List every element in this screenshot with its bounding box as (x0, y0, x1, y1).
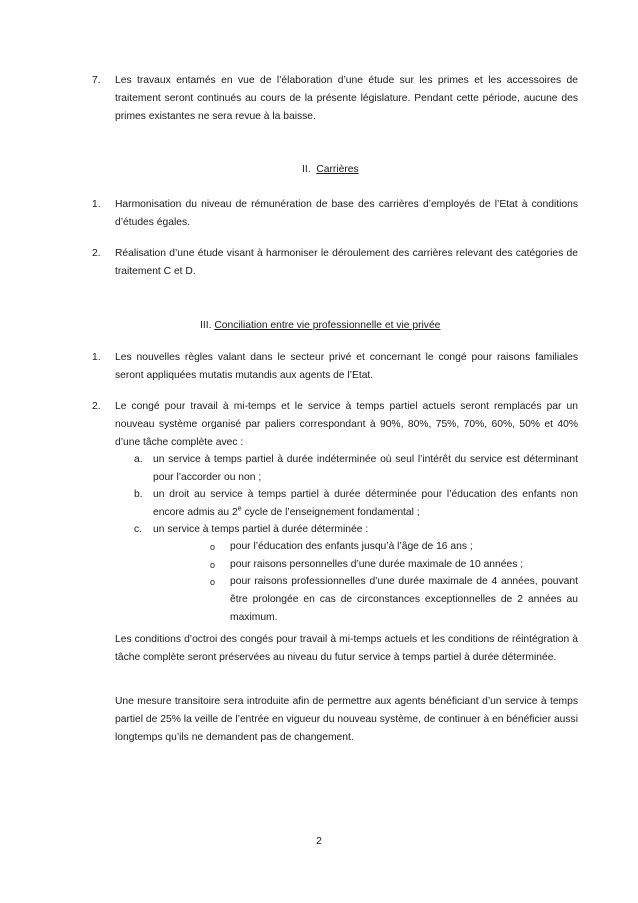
bullet-marker: o (210, 560, 216, 570)
section-heading-conciliation (0, 317, 638, 335)
bullet-item (210, 573, 578, 627)
heading-number: III. (200, 320, 212, 331)
paragraph-text: Les conditions d’octroi des congés pour travail à mi-temps actuels et les conditions de réintégration à tâche complète seront préservées au niveau du futur service à temps partiel à durée déterminée. (115, 634, 578, 663)
bullet-text: pour l’éducation des enfants jusqu’à l’âge de 16 ans ; (230, 541, 473, 552)
paragraph-text: Une mesure transitoire sera introduite afin de permettre aux agents bénéficiant d’un service à temps partiel de 25% la veille de l’entrée en vigueur du nouveau système, de continuer à en bénéficier aussi longtemps qu’ils ne demandent pas de changement. (115, 696, 578, 743)
item-text: Harmonisation du niveau de rémunération de base des carrières d’employés de l’Etat à conditions d’études égales. (115, 199, 578, 228)
item-text: Les travaux entamés en vue de l’élaboration d’une étude sur les primes et les accessoires de traitement seront continués au cours de la présente législature. Pendant cette période, aucune des primes existantes ne sera revue à la baisse. (115, 75, 578, 122)
list-item-carrieres-2 (92, 245, 578, 281)
heading-title: Conciliation entre vie professionnelle et vie privée (214, 320, 441, 331)
sub-letter: b. (134, 489, 143, 500)
item-text: Le congé pour travail à mi-temps et le service à temps partiel actuels seront remplacés par un nouveau système organisé par paliers correspondant à 90%, 80%, 75%, 70%, 60%, 50% et 40% d’une tâche complète avec : (115, 401, 578, 448)
sub-text: un service à temps partiel à durée déterminée : (153, 524, 369, 535)
item-number: 7. (92, 75, 101, 86)
sub-item-a (134, 451, 578, 487)
list-item-conciliation-1 (92, 349, 578, 385)
section-heading-carrieres (0, 161, 638, 179)
sub-text-after: cycle de l’enseignement fondamental ; (241, 507, 420, 518)
list-item-7 (92, 72, 578, 126)
bullet-text: pour raisons professionnelles d’une durée maximale de 4 années, pouvant être prolongée en cas de circonstances exceptionnelles de 2 années au maximum. (230, 576, 578, 623)
sub-item-c (134, 521, 578, 539)
sub-letter: c. (134, 524, 143, 535)
item-text: Les nouvelles règles valant dans le secteur privé et concernant le congé pour raisons familiales seront appliquées mutatis mutandis aux agents de l’Etat. (115, 352, 578, 381)
bullet-item (210, 556, 578, 574)
paragraph-conditions (115, 631, 578, 667)
page-number: 2 (316, 836, 322, 847)
heading-title: Carrières (316, 164, 359, 175)
sub-letter: a. (134, 454, 143, 465)
paragraph-transition (115, 693, 578, 747)
list-item-carrieres-1 (92, 196, 578, 232)
sub-text-before: un droit au service à temps partiel à durée déterminée pour l’éducation des enfants non encore admis au 2 (153, 489, 578, 518)
list-item-conciliation-2 (92, 398, 578, 452)
bullet-item (210, 538, 578, 556)
item-number: 1. (92, 352, 101, 363)
sub-item-b (134, 486, 578, 522)
bullet-marker: o (210, 577, 216, 587)
item-number: 2. (92, 401, 101, 412)
sub-text: un service à temps partiel à durée indéterminée où seul l’intérêt du service est déterminant pour l’accorder ou non ; (153, 454, 578, 483)
ordinal-superscript: e (237, 505, 242, 513)
bullet-marker: o (210, 542, 216, 552)
item-text: Réalisation d’une étude visant à harmoniser le déroulement des carrières relevant des catégories de traitement C et D. (115, 248, 578, 277)
item-number: 1. (92, 199, 101, 210)
bullet-text: pour raisons personnelles d’une durée maximale de 10 années ; (230, 559, 524, 570)
heading-number: II. (302, 164, 311, 175)
item-number: 2. (92, 248, 101, 259)
